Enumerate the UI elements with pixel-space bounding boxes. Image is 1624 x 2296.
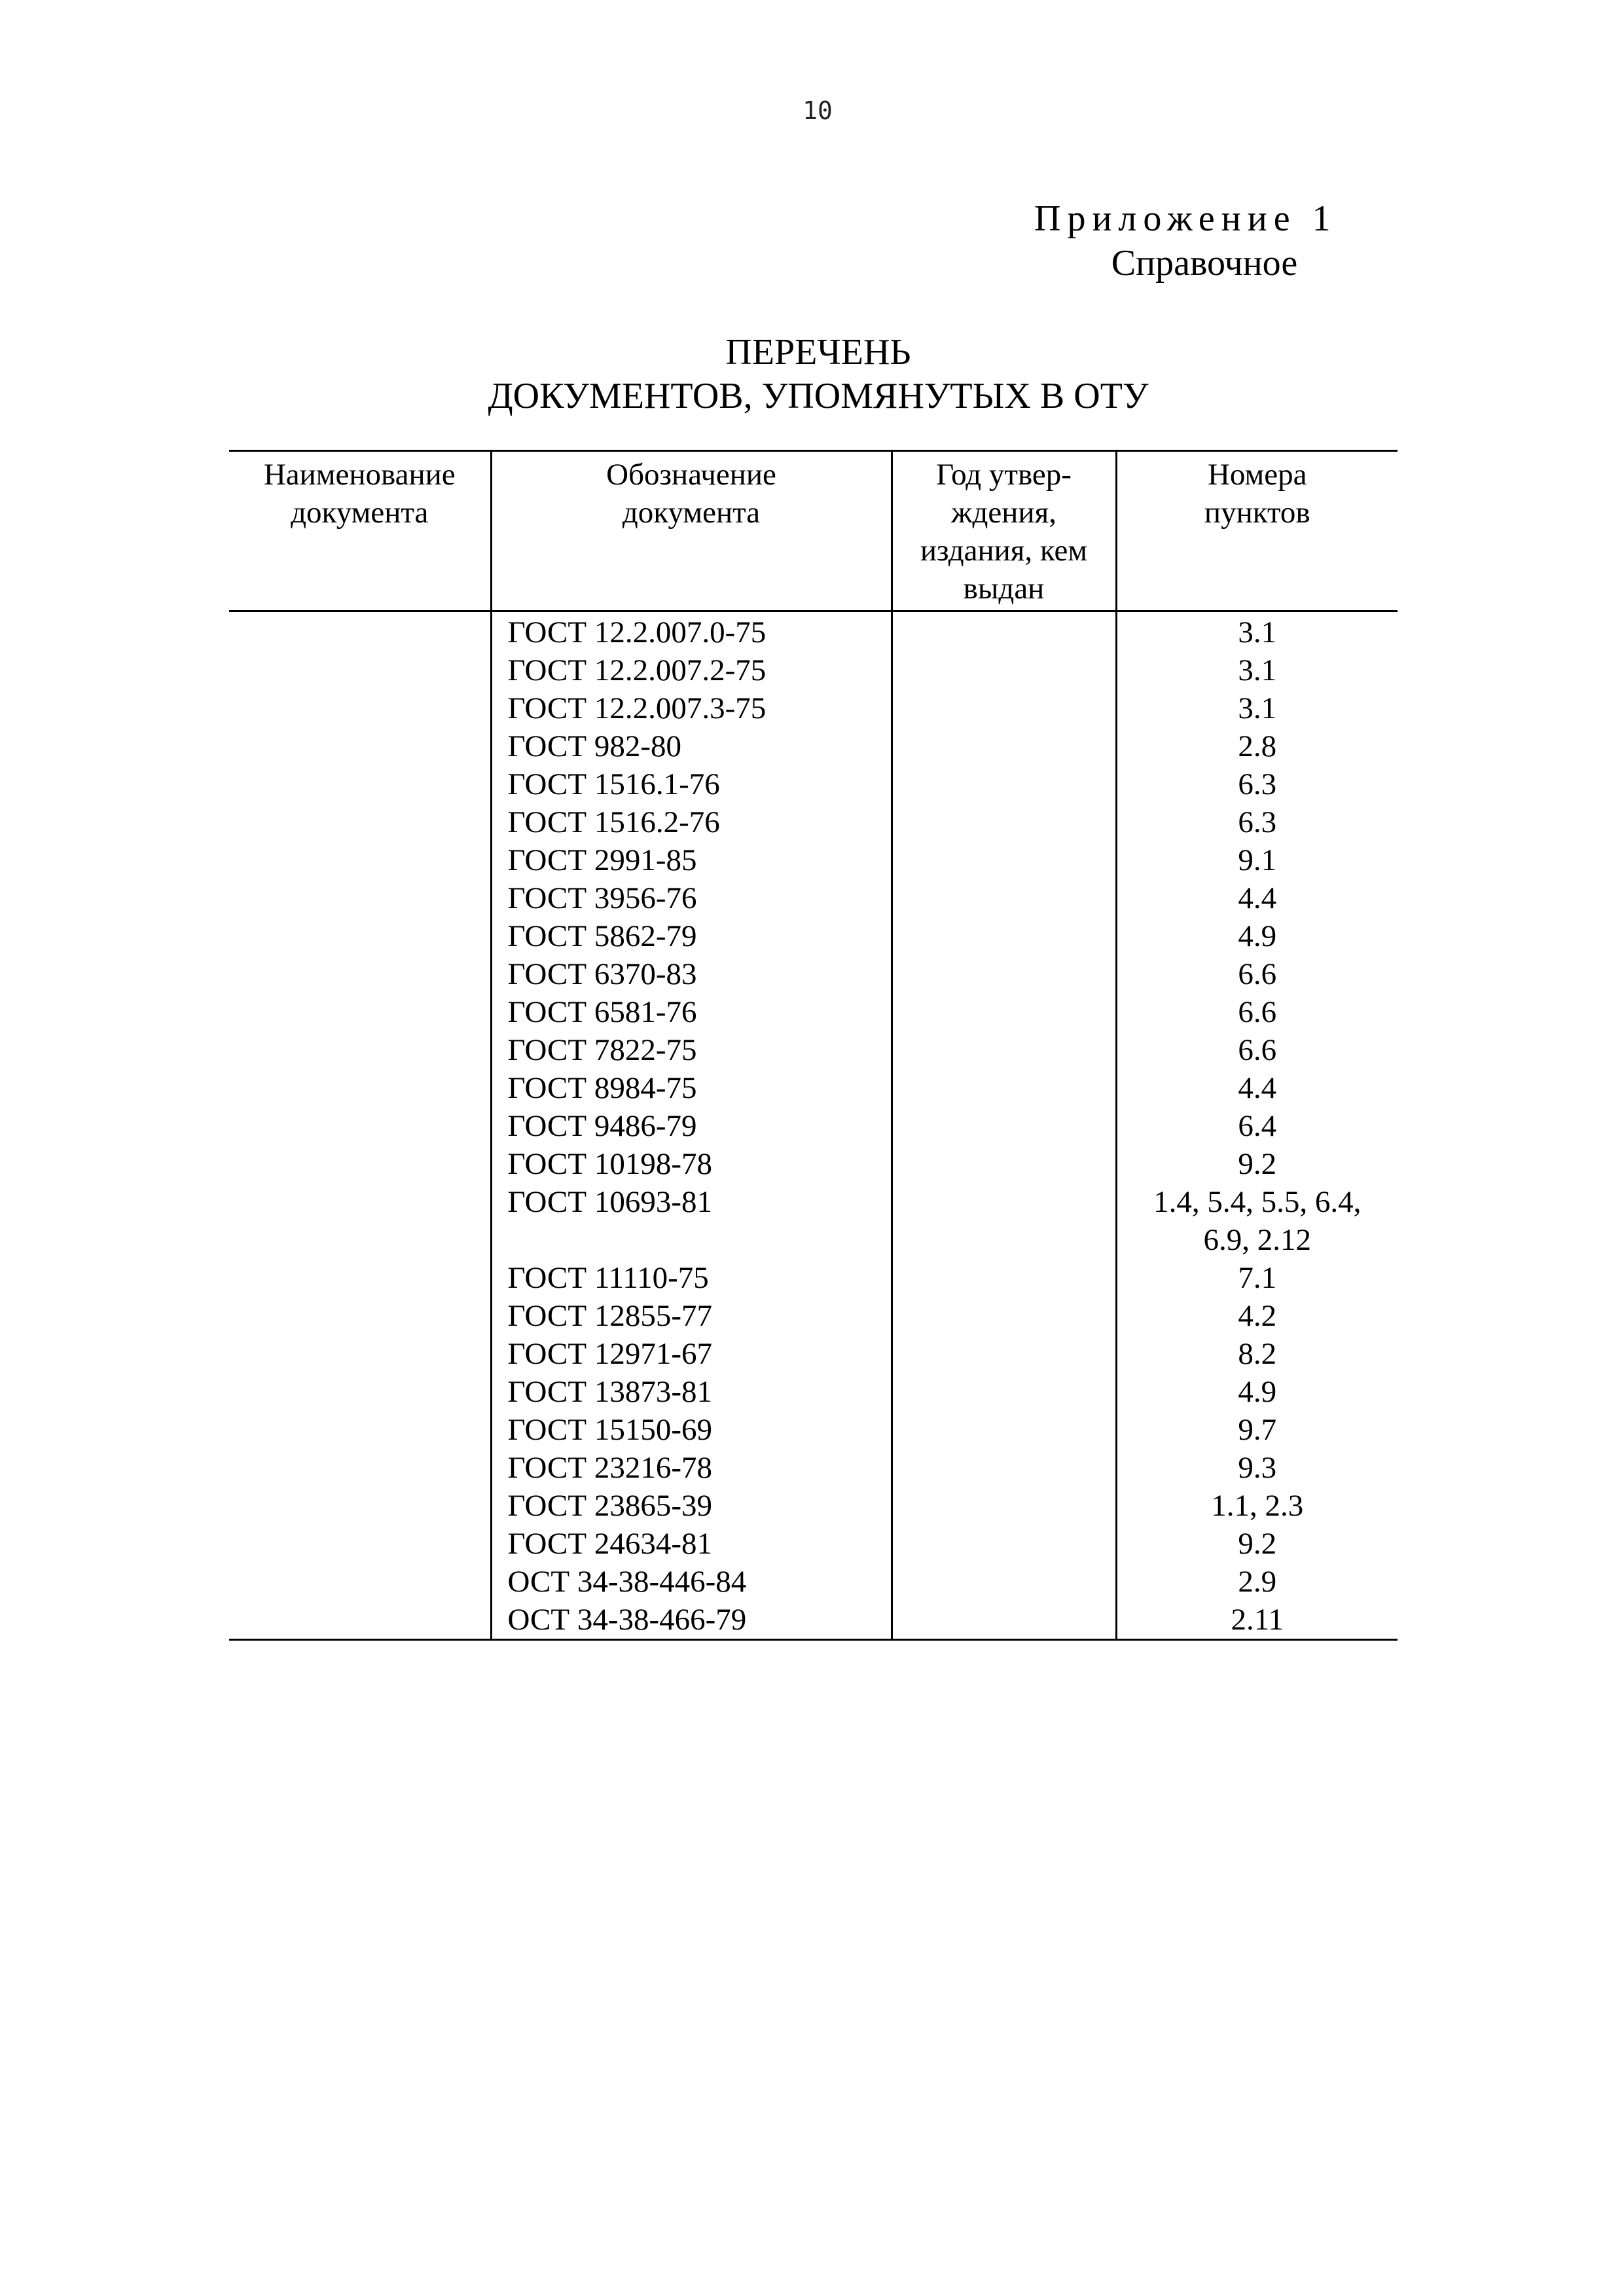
cell-approval-year — [892, 993, 1116, 1031]
cell-approval-year — [892, 879, 1116, 917]
cell-document-designation: ГОСТ 8984-75 — [491, 1069, 892, 1107]
cell-approval-year — [892, 1525, 1116, 1563]
cell-approval-year — [892, 1183, 1116, 1259]
cell-approval-year — [892, 1563, 1116, 1601]
cell-document-name — [229, 1487, 491, 1525]
header-text: издания, кем — [920, 534, 1088, 568]
cell-document-designation: ГОСТ 6581-76 — [491, 993, 892, 1031]
cell-approval-year — [892, 955, 1116, 993]
cell-document-designation: ГОСТ 23216-78 — [491, 1449, 892, 1487]
cell-approval-year — [892, 1259, 1116, 1297]
cell-clause-numbers: 6.6 — [1116, 1031, 1398, 1069]
cell-clause-numbers: 7.1 — [1116, 1259, 1398, 1297]
cell-approval-year — [892, 611, 1116, 652]
cell-document-designation: ОСТ 34-38-446-84 — [491, 1563, 892, 1601]
cell-clause-numbers: 2.11 — [1116, 1601, 1398, 1640]
cell-approval-year — [892, 1487, 1116, 1525]
cell-clause-numbers: 6.3 — [1116, 803, 1398, 841]
cell-approval-year — [892, 765, 1116, 803]
cell-document-name — [229, 727, 491, 765]
documents-table — [229, 450, 1398, 1641]
table-row — [229, 765, 1398, 803]
table-row — [229, 1259, 1398, 1297]
cell-approval-year — [892, 1145, 1116, 1183]
header-text: Наименование — [263, 458, 456, 492]
cell-document-name — [229, 1183, 491, 1259]
cell-approval-year — [892, 1601, 1116, 1640]
cell-approval-year — [892, 1107, 1116, 1145]
header-text: пунктов — [1204, 496, 1310, 530]
cell-approval-year — [892, 1335, 1116, 1373]
table-row — [229, 1487, 1398, 1525]
cell-clause-numbers: 4.4 — [1116, 879, 1398, 917]
table-row — [229, 993, 1398, 1031]
cell-document-designation: ГОСТ 10198-78 — [491, 1145, 892, 1183]
clause-numbers-line: 1.4, 5.4, 5.5, 6.4, — [1153, 1185, 1362, 1219]
cell-approval-year — [892, 1411, 1116, 1449]
cell-clause-numbers: 9.7 — [1116, 1411, 1398, 1449]
cell-document-name — [229, 765, 491, 803]
header-text: выдан — [963, 572, 1045, 606]
document-title-line-1: ПЕРЕЧЕНЬ — [725, 332, 911, 373]
cell-document-designation: ГОСТ 12.2.007.0-75 — [491, 611, 892, 652]
table-row — [229, 955, 1398, 993]
cell-document-name — [229, 955, 491, 993]
table-header — [229, 451, 1398, 611]
cell-document-name — [229, 879, 491, 917]
table-row — [229, 1449, 1398, 1487]
page-number: 10 — [803, 96, 833, 125]
cell-document-designation: ГОСТ 13873-81 — [491, 1373, 892, 1411]
cell-document-designation: ГОСТ 15150-69 — [491, 1411, 892, 1449]
table-row — [229, 917, 1398, 955]
cell-clause-numbers: 6.6 — [1116, 993, 1398, 1031]
cell-document-name — [229, 1259, 491, 1297]
cell-document-name — [229, 1107, 491, 1145]
cell-clause-numbers: 9.2 — [1116, 1145, 1398, 1183]
cell-approval-year — [892, 917, 1116, 955]
cell-document-designation: ГОСТ 23865-39 — [491, 1487, 892, 1525]
cell-document-name — [229, 1411, 491, 1449]
table-row — [229, 1601, 1398, 1640]
cell-approval-year — [892, 651, 1116, 689]
cell-clause-numbers: 3.1 — [1116, 689, 1398, 727]
cell-approval-year — [892, 727, 1116, 765]
cell-document-name — [229, 1449, 491, 1487]
cell-document-designation: ГОСТ 10693-81 — [491, 1183, 892, 1259]
cell-document-name — [229, 1069, 491, 1107]
cell-clause-numbers: 2.9 — [1116, 1563, 1398, 1601]
cell-clause-numbers: 9.3 — [1116, 1449, 1398, 1487]
header-text: Обозначение — [606, 458, 776, 492]
header-text: документа — [291, 496, 429, 530]
appendix-type: Справочное — [1111, 243, 1298, 283]
document-title-line-2: ДОКУМЕНТОВ, УПОМЯНУТЫХ В ОТУ — [488, 376, 1149, 416]
cell-document-name — [229, 1335, 491, 1373]
cell-clause-numbers: 9.2 — [1116, 1525, 1398, 1563]
table-row — [229, 1107, 1398, 1145]
table-row — [229, 611, 1398, 652]
cell-document-designation: ГОСТ 12971-67 — [491, 1335, 892, 1373]
cell-document-name — [229, 1145, 491, 1183]
table-row — [229, 879, 1398, 917]
cell-clause-numbers: 4.9 — [1116, 1373, 1398, 1411]
cell-clause-numbers: 3.1 — [1116, 651, 1398, 689]
cell-document-designation: ГОСТ 6370-83 — [491, 955, 892, 993]
table-row — [229, 1183, 1398, 1259]
table-row — [229, 727, 1398, 765]
table-row — [229, 1031, 1398, 1069]
cell-approval-year — [892, 689, 1116, 727]
cell-document-name — [229, 1297, 491, 1335]
cell-clause-numbers: 2.8 — [1116, 727, 1398, 765]
cell-clause-numbers: 3.1 — [1116, 611, 1398, 652]
table-row — [229, 1373, 1398, 1411]
header-text: документа — [622, 496, 761, 530]
cell-clause-numbers — [1116, 1183, 1398, 1259]
table-body — [229, 611, 1398, 1640]
table-row — [229, 1069, 1398, 1107]
appendix-label: Приложение 1 — [1034, 198, 1337, 239]
cell-clause-numbers: 6.6 — [1116, 955, 1398, 993]
header-text: Номера — [1207, 458, 1307, 492]
table-row — [229, 803, 1398, 841]
cell-document-designation: ГОСТ 1516.2-76 — [491, 803, 892, 841]
cell-document-designation: ГОСТ 2991-85 — [491, 841, 892, 879]
cell-document-designation: ОСТ 34-38-466-79 — [491, 1601, 892, 1640]
cell-clause-numbers: 1.1, 2.3 — [1116, 1487, 1398, 1525]
table-row — [229, 1335, 1398, 1373]
header-clause-numbers — [1116, 451, 1398, 611]
cell-document-designation: ГОСТ 9486-79 — [491, 1107, 892, 1145]
table-row — [229, 1145, 1398, 1183]
cell-clause-numbers: 4.4 — [1116, 1069, 1398, 1107]
cell-document-name — [229, 993, 491, 1031]
cell-document-name — [229, 803, 491, 841]
cell-approval-year — [892, 841, 1116, 879]
cell-document-designation: ГОСТ 12.2.007.2-75 — [491, 651, 892, 689]
header-text: Год утвер- — [936, 458, 1072, 492]
cell-document-designation: ГОСТ 5862-79 — [491, 917, 892, 955]
cell-clause-numbers: 6.3 — [1116, 765, 1398, 803]
cell-approval-year — [892, 1449, 1116, 1487]
cell-approval-year — [892, 1373, 1116, 1411]
cell-document-designation: ГОСТ 3956-76 — [491, 879, 892, 917]
header-text: ждения, — [951, 496, 1056, 530]
cell-document-name — [229, 1373, 491, 1411]
table-row — [229, 1411, 1398, 1449]
cell-clause-numbers: 8.2 — [1116, 1335, 1398, 1373]
cell-document-designation: ГОСТ 12.2.007.3-75 — [491, 689, 892, 727]
cell-document-name — [229, 1601, 491, 1640]
cell-approval-year — [892, 1297, 1116, 1335]
cell-document-designation: ГОСТ 1516.1-76 — [491, 765, 892, 803]
header-document-designation — [491, 451, 892, 611]
cell-document-designation: ГОСТ 12855-77 — [491, 1297, 892, 1335]
table-row — [229, 689, 1398, 727]
table-row — [229, 1525, 1398, 1563]
cell-document-name — [229, 651, 491, 689]
table-row — [229, 841, 1398, 879]
cell-document-name — [229, 1031, 491, 1069]
cell-clause-numbers: 6.4 — [1116, 1107, 1398, 1145]
cell-document-name — [229, 1563, 491, 1601]
cell-document-designation: ГОСТ 7822-75 — [491, 1031, 892, 1069]
cell-document-name — [229, 917, 491, 955]
cell-clause-numbers: 9.1 — [1116, 841, 1398, 879]
header-row — [229, 451, 1398, 611]
cell-document-name — [229, 841, 491, 879]
cell-document-name — [229, 1525, 491, 1563]
cell-clause-numbers: 4.9 — [1116, 917, 1398, 955]
cell-document-name — [229, 611, 491, 652]
cell-approval-year — [892, 1069, 1116, 1107]
table-row — [229, 1563, 1398, 1601]
header-document-name — [229, 451, 491, 611]
table-row — [229, 651, 1398, 689]
table-row — [229, 1297, 1398, 1335]
cell-document-name — [229, 689, 491, 727]
header-approval-year — [892, 451, 1116, 611]
cell-document-designation: ГОСТ 11110-75 — [491, 1259, 892, 1297]
cell-document-designation: ГОСТ 24634-81 — [491, 1525, 892, 1563]
cell-clause-numbers: 4.2 — [1116, 1297, 1398, 1335]
clause-numbers-line: 6.9, 2.12 — [1203, 1223, 1311, 1257]
cell-document-designation: ГОСТ 982-80 — [491, 727, 892, 765]
cell-approval-year — [892, 803, 1116, 841]
cell-approval-year — [892, 1031, 1116, 1069]
